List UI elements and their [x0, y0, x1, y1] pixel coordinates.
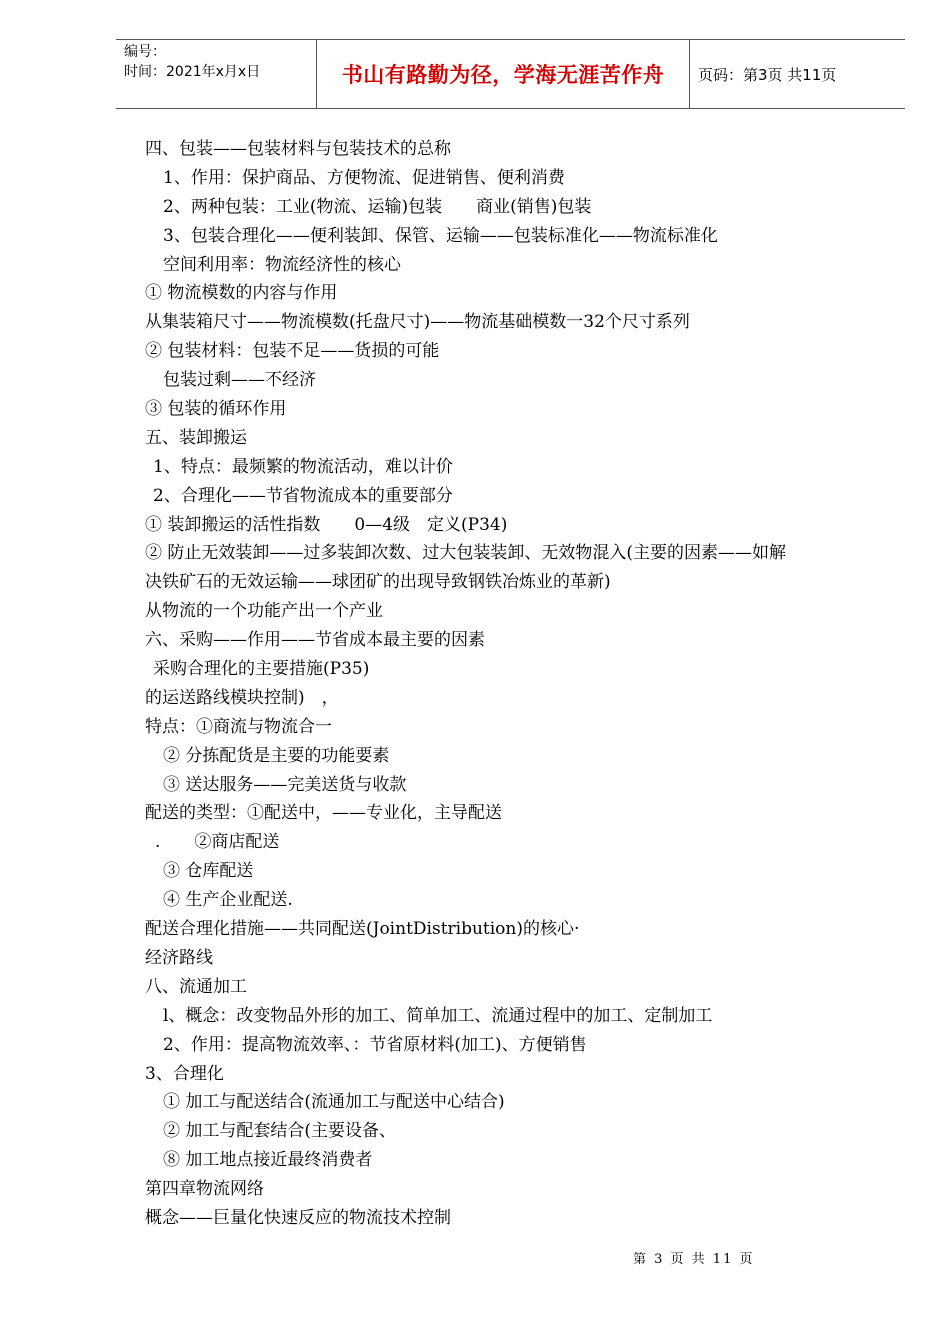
text-line: 特点：①商流与物流合一 — [145, 716, 332, 737]
page-header — [116, 39, 905, 109]
text-line: ③ 仓库配送 — [163, 861, 254, 882]
text-line: 的运送路线模块控制) ， — [145, 687, 339, 708]
text-line: 经济路线 — [145, 947, 213, 968]
text-line: 空间利用率：物流经济性的核心 — [163, 254, 401, 275]
document-time-label: 时间：2021年x月x日 — [124, 64, 261, 80]
text-line: 3、包装合理化——便利装卸、保管、运输——包装标准化——物流标准化 — [163, 225, 718, 246]
text-line: ④ 生产企业配送. — [163, 890, 293, 911]
text-line: 从集装箱尺寸——物流模数(托盘尺寸)——物流基础模数一32个尺寸系列 — [145, 312, 690, 333]
text-line: . ②商店配送 — [155, 832, 280, 853]
text-line: 配送合理化措施——共同配送(JointDistribution)的核心· — [145, 919, 580, 940]
text-line: 四、包装——包装材料与包装技术的总称 — [145, 139, 451, 159]
header-page-info: 页码：第3页 共11页 — [698, 65, 837, 84]
text-line: ① 加工与配送结合(流通加工与配送中心结合) — [163, 1092, 505, 1113]
text-line: ⑧ 加工地点接近最终消费者 — [163, 1150, 373, 1171]
header-page-info-cell — [690, 40, 905, 108]
text-line: 概念——巨量化快速反应的物流技术控制 — [145, 1207, 451, 1228]
document-body — [145, 135, 885, 1233]
text-line: 从物流的一个功能产出一个产业 — [145, 601, 383, 622]
text-line: 配送的类型：①配送中，——专业化，主导配送 — [145, 803, 502, 824]
text-line: 1、特点：最频繁的物流活动，难以计价 — [153, 456, 453, 477]
text-line: ② 防止无效装卸——过多装卸次数、过大包装装卸、无效物混入(主要的因素——如解 — [145, 543, 787, 564]
text-line: ① 装卸搬运的活性指数 0—4级 定义(P34) — [145, 514, 508, 535]
document-number-label: 编号： — [124, 44, 166, 60]
text-line: ③ 送达服务——完美送货与收款 — [163, 774, 407, 795]
text-line: 2、作用：提高物流效率、：节省原材料(加工)、方便销售 — [163, 1034, 587, 1055]
text-line: ① 物流模数的内容与作用 — [145, 283, 338, 304]
text-line: l、概念：改变物品外形的加工、简单加工、流通过程中的加工、定制加工 — [163, 1005, 713, 1026]
header-meta — [116, 40, 316, 108]
text-line: ② 分拣配货是主要的功能要素 — [163, 745, 390, 766]
text-line: 五、装卸搬运 — [145, 427, 247, 448]
text-line: 第四章物流网络 — [145, 1179, 264, 1200]
text-line: 包装过剩——不经济 — [163, 370, 316, 391]
text-line: 六、采购——作用——节省成本最主要的因素 — [145, 630, 485, 651]
header-motto-cell — [316, 40, 690, 108]
text-line: 2、两种包装：工业(物流、运输)包装 商业(销售)包装 — [163, 196, 592, 217]
text-line: ② 包装材料：包装不足——货损的可能 — [145, 341, 440, 362]
text-line: ③ 包装的循环作用 — [145, 399, 287, 420]
text-line: 1、作用：保护商品、方便物流、促进销售、便利消费 — [163, 167, 565, 188]
text-line: 八、流通加工 — [145, 976, 247, 997]
page-footer: 第 3 页 共 11 页 — [633, 1252, 755, 1267]
header-motto: 书山有路勤为径，学海无涯苦作舟 — [341, 63, 665, 87]
text-line: ② 加工与配套结合(主要设备、 — [163, 1121, 397, 1142]
text-line: 3、合理化 — [145, 1063, 224, 1084]
text-line: 2、合理化——节省物流成本的重要部分 — [153, 485, 453, 506]
text-line: 决铁矿石的无效运输——球团矿的出现导致钢铁冶炼业的革新) — [145, 572, 611, 593]
text-line: 采购合理化的主要措施(P35) — [153, 659, 370, 680]
